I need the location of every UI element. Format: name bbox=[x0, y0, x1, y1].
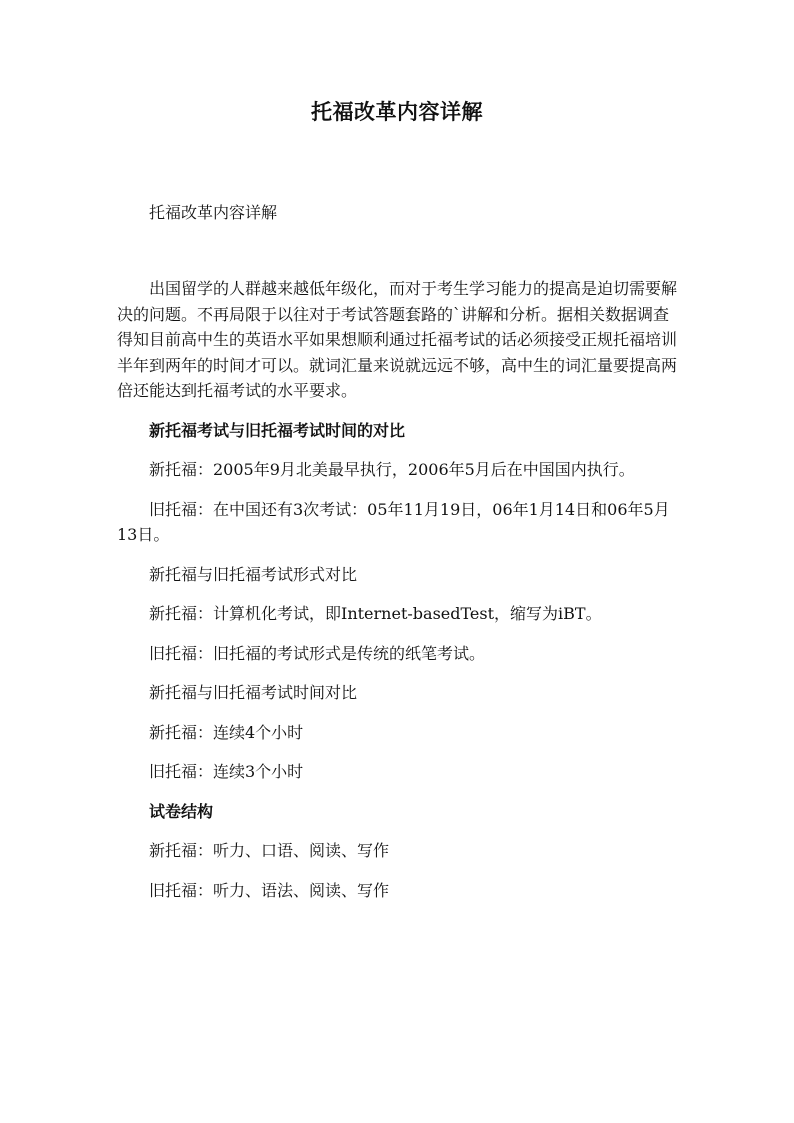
section-heading-paper-structure: 试卷结构 bbox=[149, 801, 214, 821]
old-toefl-format-paragraph: 旧托福：旧托福的考试形式是传统的纸笔考试。 bbox=[149, 643, 486, 663]
section-heading-exam-time: 新托福考试与旧托福考试时间的对比 bbox=[149, 420, 406, 440]
document-body bbox=[117, 198, 677, 917]
section-heading-exam-duration: 新托福与旧托福考试时间对比 bbox=[149, 683, 358, 702]
new-toefl-structure-paragraph: 新托福：听力、口语、阅读、写作 bbox=[149, 841, 390, 860]
new-toefl-format-paragraph: 新托福：计算机化考试，即Internet-basedTest，缩写为iBT。 bbox=[149, 604, 602, 623]
intro-paragraph: 出国留学的人群越来越低年级化，而对于考生学习能力的提高是迫切需要解决的问题。不再局限于以往对于考试答题套路的`讲解和分析。据相关数据调查得知目前高中生的英语水平如果想顺利通过托福考试的话必须接受正规托福培训半年到两年的时间才可以。就词汇量来说就远远不够，高中生的词汇量要提高两倍还能达到托福考试的水平要求。 bbox=[117, 279, 678, 400]
new-toefl-time-paragraph: 新托福：2005年9月北美最早执行，2006年5月后在中国国内执行。 bbox=[149, 460, 635, 479]
old-toefl-structure-paragraph: 旧托福：听力、语法、阅读、写作 bbox=[149, 880, 390, 900]
old-toefl-time-paragraph: 旧托福：在中国还有3次考试：05年11月19日，06年1月14日和06年5月13日。 bbox=[117, 499, 670, 544]
new-toefl-duration-paragraph: 新托福：连续4个小时 bbox=[149, 722, 304, 742]
document-title: 托福改革内容详解 bbox=[311, 99, 483, 124]
old-toefl-duration-paragraph: 旧托福：连续3个小时 bbox=[149, 762, 304, 781]
section-heading-exam-format: 新托福与旧托福考试形式对比 bbox=[149, 564, 358, 584]
document-subtitle: 托福改革内容详解 bbox=[149, 203, 278, 222]
